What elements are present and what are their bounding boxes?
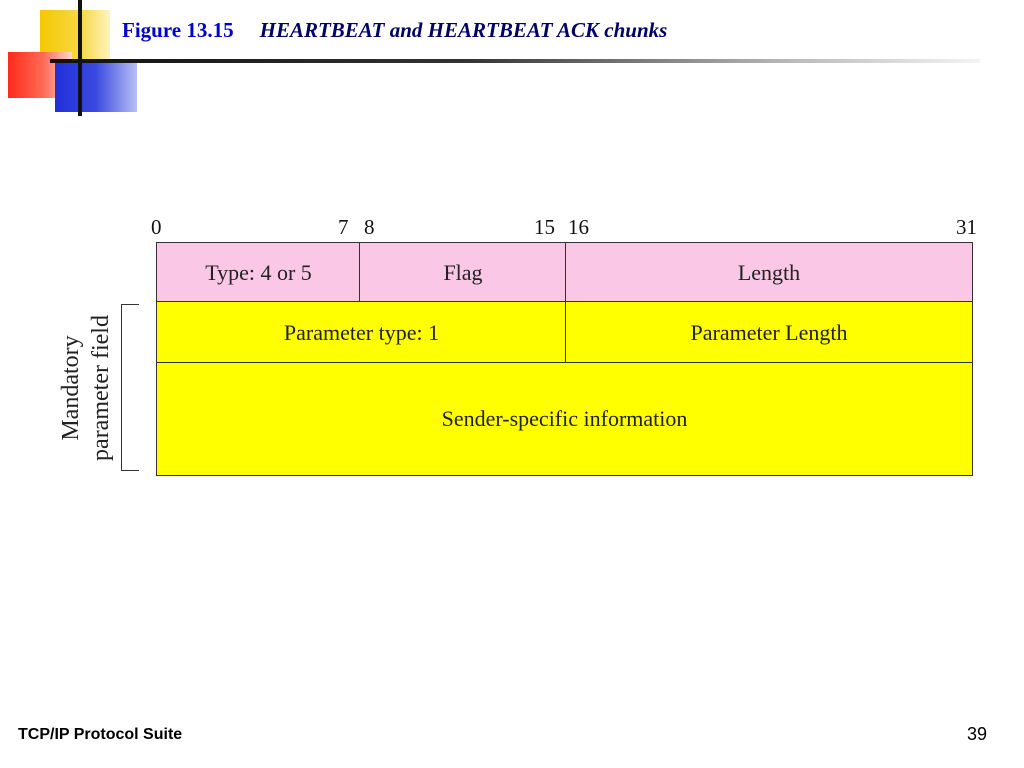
bit-label-0: 0	[151, 215, 162, 239]
slide-title	[122, 18, 667, 43]
type-field	[156, 242, 361, 303]
side-label-line1: Mandatory	[58, 335, 84, 441]
page-number: 39	[967, 724, 988, 744]
mandatory-parameter-label	[56, 315, 116, 461]
bit-label-8: 8	[364, 215, 375, 239]
corner-decoration-blue	[55, 62, 137, 112]
figure-caption: HEARTBEAT and HEARTBEAT ACK chunks	[259, 18, 668, 42]
bit-label-16: 16	[568, 215, 589, 239]
parameter-length-label: Parameter Length	[690, 319, 848, 345]
sender-info-label: Sender-specific information	[441, 406, 688, 431]
figure-number: Figure 13.15	[122, 18, 234, 42]
length-field-label: Length	[737, 259, 801, 285]
sender-info-field	[156, 362, 973, 476]
footer-suite-title: TCP/IP Protocol Suite	[18, 726, 183, 743]
corner-decoration-vertical-line	[78, 0, 82, 116]
mandatory-parameter-bracket	[121, 304, 139, 471]
title-underline	[50, 59, 980, 63]
bit-label-7: 7	[338, 215, 349, 239]
flag-field	[359, 242, 567, 303]
parameter-type-field	[156, 301, 567, 364]
flag-field-label: Flag	[443, 259, 483, 285]
type-field-label: Type: 4 or 5	[205, 259, 312, 285]
parameter-length-field	[565, 301, 973, 364]
side-label-line2: parameter field	[88, 315, 114, 461]
bit-label-31: 31	[956, 215, 977, 239]
bit-label-15: 15	[534, 215, 555, 239]
length-field	[565, 242, 973, 303]
parameter-type-label: Parameter type: 1	[283, 319, 440, 345]
